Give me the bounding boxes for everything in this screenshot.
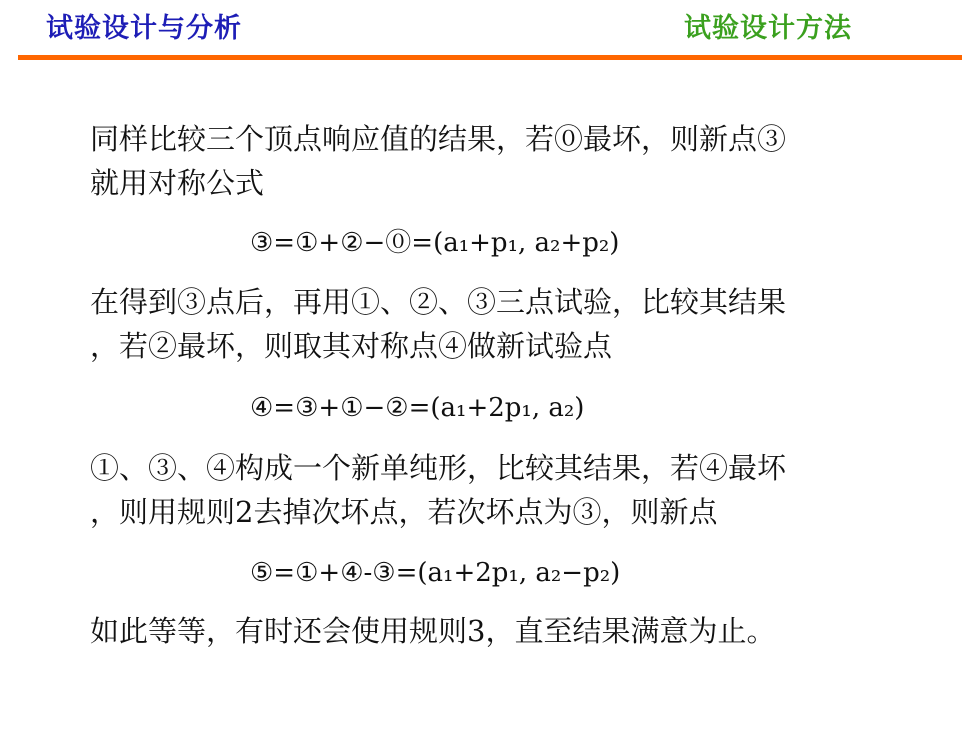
header-divider: [18, 55, 962, 60]
formula-2: [250, 390, 584, 426]
formula-rhs: (a₁+2p₁, a₂): [430, 393, 585, 423]
paragraph-line: 在得到③点后，再用①、②、③三点试验，比较其结果: [90, 285, 787, 319]
paragraph-3: [90, 446, 910, 534]
paragraph-2: [90, 280, 910, 368]
paragraph-line: 如此等等，有时还会使用规则3，直至结果满意为止。: [90, 614, 776, 648]
formula-rhs: (a₁+p₁, a₂+p₂): [433, 228, 620, 258]
paragraph-1: [90, 117, 910, 205]
course-title: 试验设计与分析: [46, 13, 242, 44]
formula-lhs: ⑤=①+④-③=: [250, 558, 418, 588]
formula-1: [250, 225, 619, 261]
paragraph-line: 同样比较三个顶点响应值的结果，若⓪最坏，则新点③: [90, 122, 787, 156]
paragraph-line: 就用对称公式: [90, 166, 265, 200]
paragraph-line: ，则用规则2去掉次坏点，若次坏点为③，则新点: [90, 495, 718, 529]
paragraph-line: ①、③、④构成一个新单纯形，比较其结果，若④最坏: [90, 451, 787, 485]
formula-lhs: ④=③+①−②=: [250, 393, 431, 423]
paragraph-4: [90, 609, 910, 653]
formula-3: [250, 555, 620, 591]
paragraph-line: ，若②最坏，则取其对称点④做新试验点: [90, 329, 613, 363]
section-title: 试验设计方法: [684, 13, 852, 44]
formula-lhs: ③=①+②−⓪=: [250, 228, 434, 258]
formula-rhs: (a₁+2p₁, a₂−p₂): [417, 558, 621, 588]
